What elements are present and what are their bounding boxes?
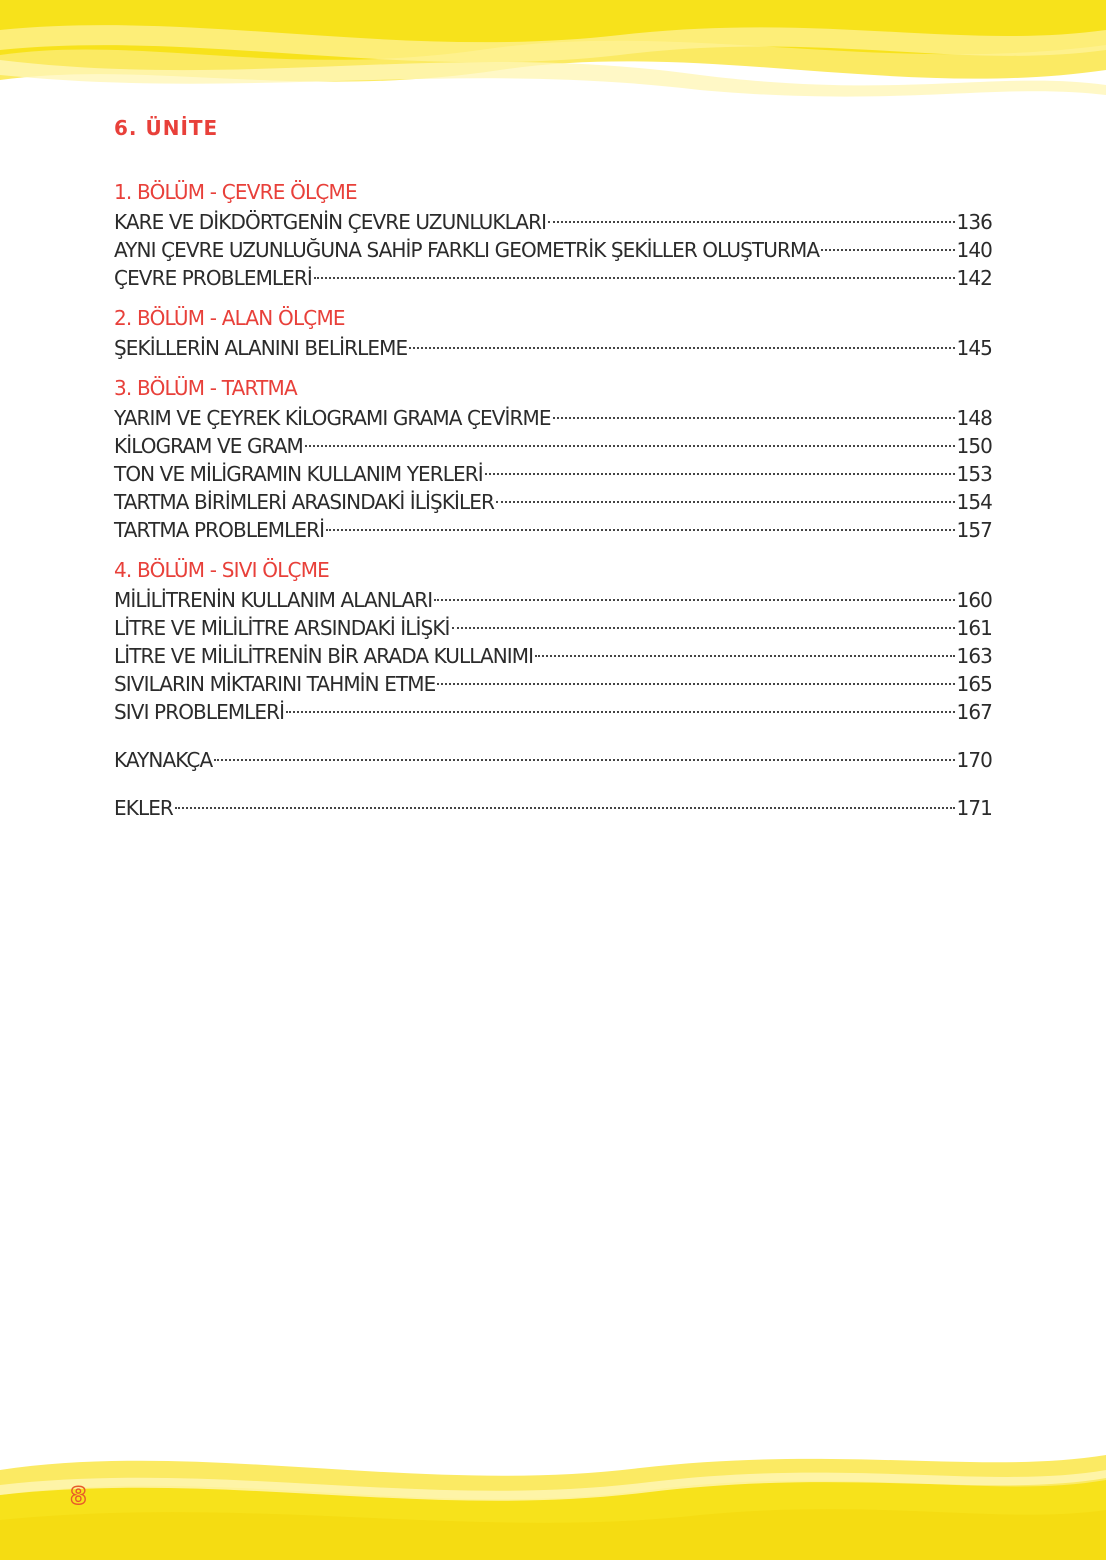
dot-leader (314, 277, 955, 279)
toc-entry-page: 160 (956, 588, 992, 612)
toc-entry-page: 136 (956, 210, 992, 234)
toc-entry-page: 163 (956, 644, 992, 668)
toc-entry[interactable] (114, 208, 992, 236)
toc-entry-page: 171 (956, 796, 992, 820)
dot-leader (821, 249, 954, 251)
toc-entry[interactable] (114, 460, 992, 488)
toc-entry[interactable] (114, 264, 992, 292)
toc-extras (114, 746, 992, 822)
bottom-wave-decoration (0, 1440, 1106, 1560)
toc-entry[interactable] (114, 236, 992, 264)
toc-entry-label: AYNI ÇEVRE UZUNLUĞUNA SAHİP FARKLI GEOMETRİK ŞEKİLLER OLUŞTURMA (114, 238, 820, 262)
toc-entry[interactable] (114, 334, 992, 362)
toc-entry-label: ÇEVRE PROBLEMLERİ (114, 266, 312, 290)
top-wave-decoration (0, 0, 1106, 110)
dot-leader (214, 759, 954, 761)
toc-entry-page: 161 (956, 616, 992, 640)
dot-leader (553, 417, 955, 419)
dot-leader (437, 683, 954, 685)
dot-leader (409, 347, 954, 349)
dot-leader (326, 529, 954, 531)
toc-entry-page: 140 (956, 238, 992, 262)
dot-leader (305, 445, 955, 447)
section-title: 3. BÖLÜM - TARTMA (114, 376, 297, 400)
toc-entry-label: TON VE MİLİGRAMIN KULLANIM YERLERİ (114, 462, 483, 486)
toc-entry[interactable] (114, 586, 992, 614)
toc-sections (114, 176, 992, 726)
dot-leader (485, 473, 955, 475)
toc-entry[interactable] (114, 698, 992, 726)
toc-entry-page: 165 (956, 672, 992, 696)
toc-entry-label: SIVI PROBLEMLERİ (114, 700, 285, 724)
section-title: 4. BÖLÜM - SIVI ÖLÇME (114, 558, 329, 582)
toc-entry-page: 142 (956, 266, 992, 290)
toc-entry-label: LİTRE VE MİLİLİTRE ARSINDAKİ İLİŞKİ (114, 616, 450, 640)
toc-entry[interactable] (114, 614, 992, 642)
toc-entry-page: 157 (956, 518, 992, 542)
toc-entry-page: 153 (956, 462, 992, 486)
toc-entry[interactable] (114, 432, 992, 460)
toc-entry-page: 145 (956, 336, 992, 360)
dot-leader (535, 655, 954, 657)
toc-entry-label: SIVILARIN MİKTARINI TAHMİN ETME (114, 672, 436, 696)
toc-entry-label: TARTMA BİRİMLERİ ARASINDAKİ İLİŞKİLER (114, 490, 495, 514)
unit-title: 6. ÜNİTE (114, 116, 219, 140)
toc-entry-label: YARIM VE ÇEYREK KİLOGRAMI GRAMA ÇEVİRME (114, 406, 551, 430)
toc-entry[interactable] (114, 516, 992, 544)
dot-leader (175, 807, 955, 809)
toc-entry-label: KAYNAKÇA (114, 748, 213, 772)
toc-entry-label: KARE VE DİKDÖRTGENİN ÇEVRE UZUNLUKLARI (114, 210, 547, 234)
dot-leader (286, 711, 954, 713)
toc-entry-page: 150 (956, 434, 992, 458)
table-of-contents (114, 116, 992, 822)
page-number: 8 (70, 1482, 87, 1510)
toc-entry[interactable] (114, 670, 992, 698)
toc-entry-label: EKLER (114, 796, 173, 820)
section-title: 2. BÖLÜM - ALAN ÖLÇME (114, 306, 345, 330)
toc-entry-page: 167 (956, 700, 992, 724)
toc-extra-entry[interactable] (114, 794, 992, 822)
toc-entry-page: 170 (956, 748, 992, 772)
dot-leader (496, 501, 954, 503)
section-title: 1. BÖLÜM - ÇEVRE ÖLÇME (114, 180, 357, 204)
toc-entry-label: LİTRE VE MİLİLİTRENİN BİR ARADA KULLANIMI (114, 644, 534, 668)
toc-entry-page: 148 (956, 406, 992, 430)
toc-entry-label: TARTMA PROBLEMLERİ (114, 518, 325, 542)
toc-entry-label: KİLOGRAM VE GRAM (114, 434, 303, 458)
dot-leader (452, 627, 955, 629)
toc-entry[interactable] (114, 404, 992, 432)
toc-entry-label: ŞEKİLLERİN ALANINI BELİRLEME (114, 336, 408, 360)
toc-entry[interactable] (114, 488, 992, 516)
toc-extra-entry[interactable] (114, 746, 992, 774)
dot-leader (434, 599, 954, 601)
toc-entry-label: MİLİLİTRENİN KULLANIM ALANLARI (114, 588, 433, 612)
dot-leader (548, 221, 954, 223)
toc-entry-page: 154 (956, 490, 992, 514)
toc-entry[interactable] (114, 642, 992, 670)
